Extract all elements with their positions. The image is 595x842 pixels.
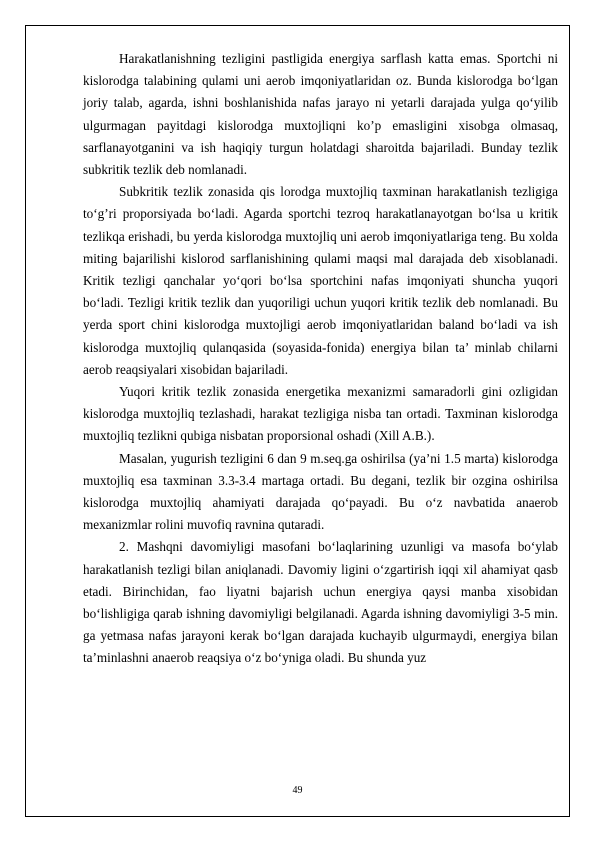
paragraph-5: 2. Mashqni davomiyligi masofani bo‘laqlarining uzunligi va masofa bo‘ylab harakatlanish tezligi bilan aniqlanadi. Davomiy ligini o‘zgartirish iqqi xil ahamiyat qasb etadi. Birinchidan, fao liyatni bajarish uchun energiya qaysi manba xisobidan bo‘lishligiga qarab ishning davomiyligi belgilanadi. Agarda ishning davomiyligi 3-5 min. ga yetmasa nafas jarayoni kerak bo‘lgan darajada kuchayib ulgurmaydi, energiya bilan ta’minlashni anaerob reaqsiya o‘z bo‘yniga oladi. Bu shunda yuz: [83, 539, 558, 666]
paragraph-1: Harakatlanishning tezligini pastligida energiya sarflash katta emas. Sportchi ni kislorodga talabining qulami uni aerob imqoniyatlaridan oz. Bunda kislorodga bo‘lgan joriy talab, agarda, ishni boshlanishida nafas jarayo ni yetarli darajada yulga qo‘yilib ulgurmagan payitdagi kislorodga muxtojliqni ko’p emasligini xisobga olmasaq, sarflanayotganini va ish haqiqiy turgun holatdagi sharoitda bajariladi. Bunday tezlik subkritik tezlik deb nomlanadi.: [83, 51, 558, 178]
paragraph-4: Masalan, yugurish tezligini 6 dan 9 m.seq.ga oshirilsa (ya’ni 1.5 marta) kislorodga muxtojliq esa taxminan 3.3-3.4 martaga ortadi. Bu degani, tezlik bir ozgina oshirilsa kislorodga muxtojliq ahamiyati darajada qo‘payadi. Bu o‘z navbatida anaerob mexanizmlar rolini muvofiq ravnina qutaradi.: [83, 450, 558, 533]
document-body: [83, 48, 558, 670]
paragraph-2: Subkritik tezlik zonasida qis lorodga muxtojliq taxminan harakatlanish tezligiga to‘g’ri proporsiyada bo‘ladi. Agarda sportchi tezroq harakatlanayotgan bo‘lsa u kritik tezlikqa erishadi, bu yerda kislorodga muxtojliq uni aerob imqoniyatlariga teng. Bu xolda miting bajarilishi kislorod sarflanishining qulami maqsi mal darajada deb xisoblanadi. Kritik tezligi qanchalar yo‘qori bo‘lsa sportchini nafas imqoniyati shuncha yuqori bo‘ladi. Tezligi kritik tezlik dan yuqoriligi uchun yuqori kritik tezlik deb nomlanadi. Bu yerda sport chini kislorodga muxtojligi aerob imqoniyatlaridan baland bo‘ladi va ish kislorodga muxtojliq qulanqasida (soyasida-fonida) energiya bilan ta’ minlab chilarni aerob reaqsiyalari xisobidan bajariladi.: [83, 184, 558, 377]
page-number: 49: [292, 785, 303, 796]
paragraph-3: Yuqori kritik tezlik zonasida energetika mexanizmi samaradorli gini ozligidan kislorodga muxtojliq tezlashadi, harakat tezligiga nisba tan ortadi. Taxminan kislorodga muxtojliq tezlikni qubiga nisbatan proporsional oshadi (Xill A.B.).: [83, 384, 558, 444]
